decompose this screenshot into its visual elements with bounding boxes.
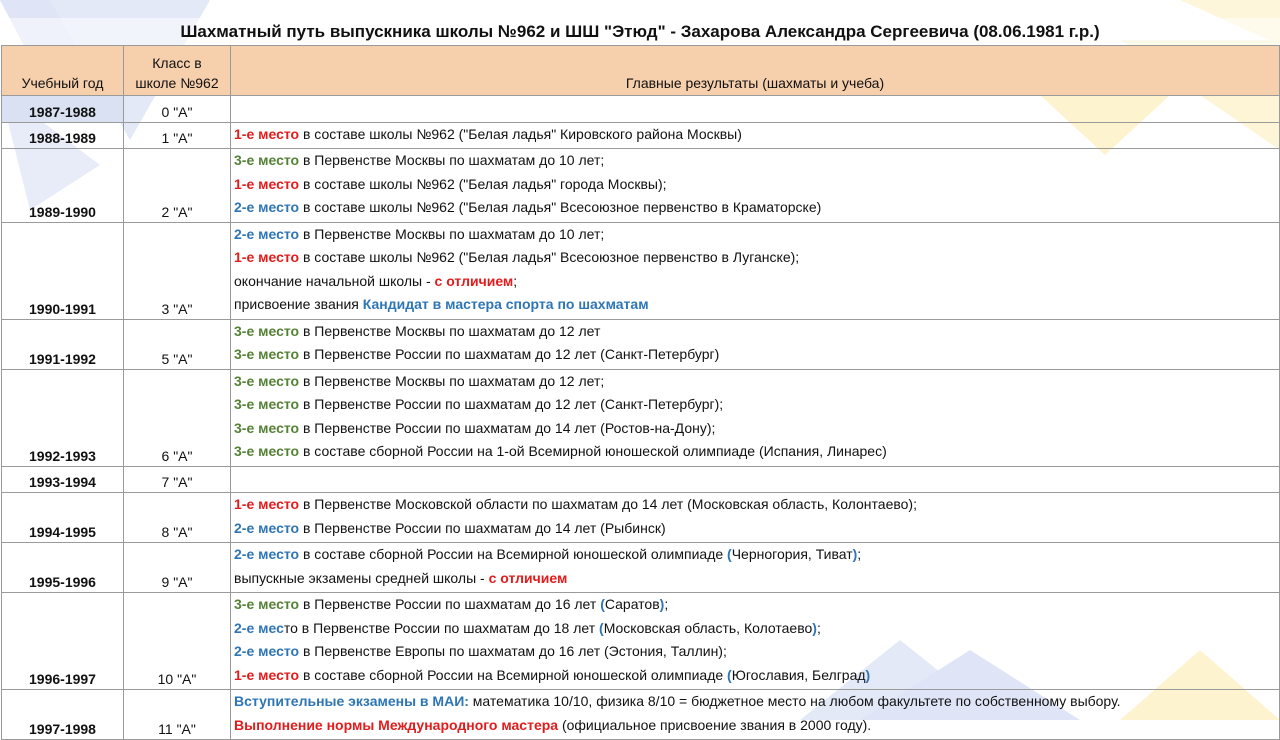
result-line	[234, 293, 1276, 317]
cell-results	[231, 122, 1280, 149]
result-highlight: 3-е место	[234, 396, 300, 412]
result-text: в Первенстве Европы по шахматам до 16 лет (Эстония, Таллин);	[299, 643, 727, 659]
result-line	[234, 173, 1276, 197]
result-text: Московская область, Колотаево	[603, 619, 813, 636]
cell-grade: 8 "А"	[124, 493, 231, 543]
cell-grade: 11 "А"	[124, 690, 231, 740]
result-text: ;	[664, 596, 669, 612]
result-highlight: 3-е место	[234, 419, 300, 436]
result-line	[234, 617, 1276, 641]
result-line	[234, 123, 1276, 147]
result-text: Югославия, Белград	[731, 666, 866, 683]
table-row	[2, 149, 1280, 223]
result-highlight: )	[852, 546, 858, 562]
result-text: в составе школы №962 ("Белая ладья" города Москвы);	[299, 175, 667, 192]
result-line	[234, 320, 1276, 344]
result-line	[234, 714, 1276, 738]
cell-year: 1995-1996	[2, 543, 124, 593]
cell-grade: 1 "А"	[124, 122, 231, 149]
result-highlight: )	[659, 596, 665, 612]
result-text: в составе школы №962 ("Белая ладья" Кировского района Москвы)	[299, 125, 742, 142]
result-text: ;	[513, 272, 518, 289]
result-highlight: 2-е место	[234, 546, 300, 562]
table-row	[2, 466, 1280, 493]
cell-year: 1989-1990	[2, 149, 124, 223]
result-highlight: с отличием	[488, 569, 568, 586]
result-line	[234, 417, 1276, 441]
header-grade	[124, 46, 231, 96]
result-text: в составе школы №962 ("Белая ладья" Всесоюзное первенство в Луганске);	[299, 249, 800, 265]
result-text: в Первенстве Москвы по шахматам до 12 лет	[299, 322, 601, 339]
table-header-row	[2, 46, 1280, 96]
result-line	[234, 593, 1276, 617]
result-highlight: 1-е место	[234, 125, 300, 142]
cell-grade: 6 "А"	[124, 369, 231, 466]
result-text: в Первенстве Москвы по шахматам до 10 лет;	[299, 152, 605, 168]
results-table	[1, 45, 1280, 740]
result-text: в Первенстве Москвы по шахматам до 10 лет;	[299, 225, 605, 242]
result-line	[234, 664, 1276, 688]
result-highlight: 2-е мес	[234, 619, 284, 636]
result-line	[234, 370, 1276, 394]
result-highlight: 3-е место	[234, 443, 300, 459]
result-highlight: с отличием	[434, 272, 514, 289]
result-line	[234, 493, 1276, 517]
result-text: Саратов	[604, 596, 660, 612]
result-line	[234, 343, 1276, 367]
result-text: в составе школы №962 ("Белая ладья" Всесоюзное первенство в Краматорске)	[299, 199, 822, 215]
table-row	[2, 593, 1280, 690]
cell-results	[231, 369, 1280, 466]
result-text: математика 10/10, физика 8/10 = бюджетное место на любом факультете по собственному выбору.	[468, 693, 1121, 709]
cell-grade: 0 "А"	[124, 96, 231, 123]
result-text: Черногория, Тиват	[731, 546, 853, 562]
table-row	[2, 493, 1280, 543]
cell-year: 1996-1997	[2, 593, 124, 690]
result-highlight: 1-е место	[234, 496, 300, 512]
table-row	[2, 543, 1280, 593]
table-row	[2, 690, 1280, 740]
result-line	[234, 246, 1276, 270]
result-text: в Первенстве России по шахматам до 14 лет (Ростов-на-Дону);	[299, 419, 716, 436]
result-text: в составе сборной России на Всемирной юношеской олимпиаде	[299, 666, 728, 683]
result-text: присвоение звания	[234, 296, 363, 312]
result-highlight: Кандидат в мастера спорта по шахматам	[362, 296, 649, 312]
table-row	[2, 96, 1280, 123]
result-line	[234, 543, 1276, 567]
table-row	[2, 122, 1280, 149]
result-text: ;	[816, 619, 821, 636]
result-line	[234, 440, 1276, 464]
result-highlight: )	[812, 619, 817, 636]
result-text: в составе сборной России на 1-ой Всемирной юношеской олимпиаде (Испания, Линарес)	[299, 443, 887, 459]
document	[0, 18, 1280, 740]
cell-results	[231, 493, 1280, 543]
cell-year: 1997-1998	[2, 690, 124, 740]
header-results: Главные результаты (шахматы и учеба)	[231, 46, 1280, 96]
result-highlight: 2-е место	[234, 225, 300, 242]
result-line	[234, 196, 1276, 220]
cell-results	[231, 149, 1280, 223]
result-highlight: 3-е место	[234, 152, 300, 168]
result-highlight: 1-е место	[234, 249, 300, 265]
result-highlight: (	[727, 546, 732, 562]
header-grade-line2: школе №962	[135, 75, 219, 91]
cell-results	[231, 690, 1280, 740]
cell-year: 1991-1992	[2, 319, 124, 369]
result-text: в Первенстве России по шахматам до 14 лет (Рыбинск)	[299, 519, 666, 536]
result-line-empty	[234, 96, 1276, 120]
result-line-empty	[234, 467, 1276, 491]
result-highlight: 3-е место	[234, 372, 300, 389]
cell-year: 1994-1995	[2, 493, 124, 543]
result-highlight: (	[600, 596, 605, 612]
result-text: окончание начальной школы -	[234, 272, 435, 289]
cell-year: 1988-1989	[2, 122, 124, 149]
table-body	[2, 96, 1280, 740]
result-line	[234, 567, 1276, 591]
result-highlight: (	[727, 666, 732, 683]
result-highlight: 1-е место	[234, 175, 300, 192]
result-highlight: 3-е место	[234, 322, 300, 339]
result-text: в Первенстве России по шахматам до 12 лет (Санкт-Петербург);	[299, 396, 724, 412]
cell-results	[231, 222, 1280, 319]
result-line	[234, 270, 1276, 294]
result-text: ;	[857, 546, 862, 562]
result-text: в Первенстве России по шахматам до 12 лет (Санкт-Петербург)	[299, 346, 720, 362]
table-row	[2, 369, 1280, 466]
cell-year: 1993-1994	[2, 466, 124, 493]
cell-grade: 5 "А"	[124, 319, 231, 369]
result-highlight: )	[865, 666, 871, 683]
cell-results	[231, 96, 1280, 123]
result-line	[234, 640, 1276, 664]
result-highlight: 3-е место	[234, 346, 300, 362]
result-line	[234, 223, 1276, 247]
result-highlight: Выполнение нормы Международного мастера	[234, 716, 559, 733]
result-text: в Первенстве Москвы по шахматам до 12 лет;	[299, 372, 605, 389]
result-line	[234, 393, 1276, 417]
page-title: Шахматный путь выпускника школы №962 и ШШ "Этюд" - Захарова Александра Сергеевича (08.06.1981 г.р.)	[0, 18, 1280, 45]
result-text: то в Первенстве России по шахматам до 18 лет	[283, 619, 600, 636]
result-highlight: 2-е место	[234, 643, 300, 659]
result-highlight: (	[599, 619, 604, 636]
cell-grade: 10 "А"	[124, 593, 231, 690]
header-grade-line1: Класс в	[152, 55, 202, 71]
cell-grade: 9 "А"	[124, 543, 231, 593]
result-text: выпускные экзамены средней школы -	[234, 569, 489, 586]
result-highlight: 2-е место	[234, 199, 300, 215]
result-highlight: Вступительные экзамены в МАИ:	[234, 693, 469, 709]
result-highlight: 3-е место	[234, 596, 300, 612]
cell-grade: 3 "А"	[124, 222, 231, 319]
result-text: в Первенстве Московской области по шахматам до 14 лет (Московская область, Колонтаево);	[299, 496, 917, 512]
cell-year: 1990-1991	[2, 222, 124, 319]
cell-results	[231, 319, 1280, 369]
table-row	[2, 222, 1280, 319]
result-highlight: 1-е место	[234, 666, 300, 683]
cell-year: 1987-1988	[2, 96, 124, 123]
cell-year: 1992-1993	[2, 369, 124, 466]
result-highlight: 2-е место	[234, 519, 300, 536]
table-row	[2, 319, 1280, 369]
header-year: Учебный год	[2, 46, 124, 96]
result-line	[234, 690, 1276, 714]
cell-results	[231, 466, 1280, 493]
cell-grade: 7 "А"	[124, 466, 231, 493]
result-text: в Первенстве России по шахматам до 16 лет	[299, 596, 601, 612]
result-text: (официальное присвоение звания в 2000 году).	[558, 716, 872, 733]
cell-grade: 2 "А"	[124, 149, 231, 223]
result-text: в составе сборной России на Всемирной юношеской олимпиаде	[299, 546, 728, 562]
cell-results	[231, 543, 1280, 593]
result-line	[234, 149, 1276, 173]
result-line	[234, 517, 1276, 541]
cell-results	[231, 593, 1280, 690]
